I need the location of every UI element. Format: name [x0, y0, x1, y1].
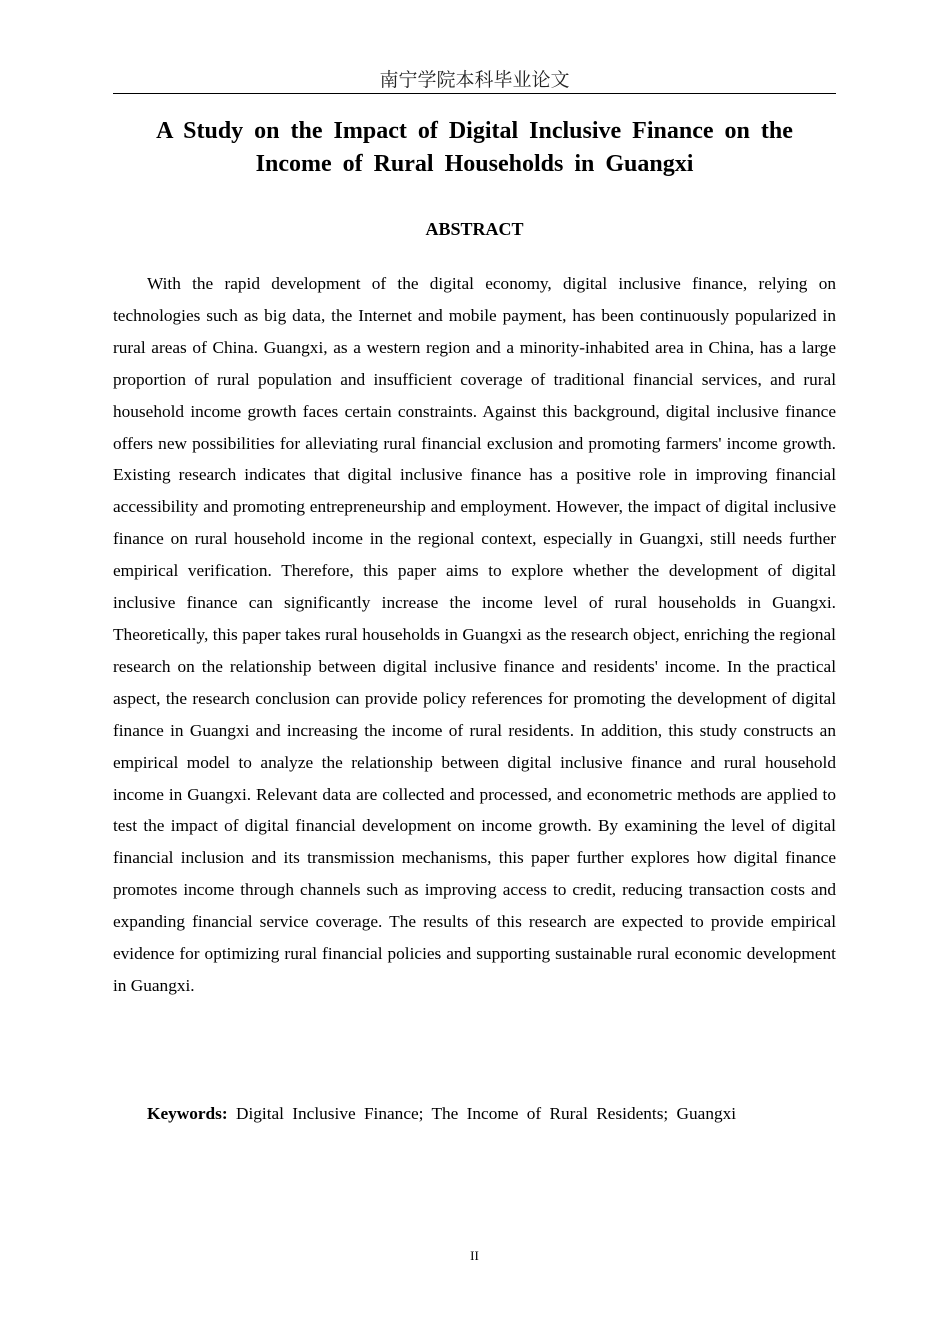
paper-title: A Study on the Impact of Digital Inclusive Finance on the Income of Rural Households in Guangxi [156, 118, 793, 177]
abstract-body: With the rapid development of the digital economy, digital inclusive finance, relying on technologies such as big data, the Internet and mobile payment, has been continuously popularized in rural areas of China. Guangxi, as a western region and a minority-inhabited area in China, has a large proportion of rural population and insufficient coverage of traditional financial services, and rural household income growth faces certain constraints. Against this background, digital inclusive finance offers new possibilities for alleviating rural financial exclusion and promoting farmers' income growth. Existing research indicates that digital inclusive finance has a positive role in improving financial accessibility and promoting entrepreneurship and employment. However, the impact of digital inclusive finance on rural household income in the regional context, especially in Guangxi, still needs further empirical verification. Therefore, this paper aims to explore whether the development of digital inclusive finance can significantly increase the income level of rural households in Guangxi. Theoretically, this paper takes rural households in Guangxi as the research object, enriching the regional research on the relationship between digital inclusive finance and residents' income. In the practical aspect, the research conclusion can provide policy references for promoting the development of digital finance in Guangxi and increasing the income of rural residents. In addition, this study constructs an empirical model to analyze the relationship between digital inclusive finance and rural household income in Guangxi. Relevant data are collected and processed, and econometric methods are applied to test the impact of digital financial development on income growth. By examining the level of digital financial inclusion and its transmission mechanisms, this paper further explores how digital finance promotes income through channels such as improving access to credit, reducing transaction costs and expanding financial service coverage. The results of this research are expected to provide empirical evidence for optimizing rural financial policies and supporting sustainable rural economic development in Guangxi. [113, 274, 836, 995]
running-header: 南宁学院本科毕业论文 [113, 66, 836, 94]
page-number: II [470, 1248, 479, 1263]
keywords-value: Digital Inclusive Finance; The Income of Rural Residents; Guangxi [235, 1104, 737, 1123]
abstract-heading: ABSTRACT [425, 219, 524, 239]
keywords-line [147, 1100, 836, 1128]
keywords-label: Keywords: [147, 1104, 228, 1123]
